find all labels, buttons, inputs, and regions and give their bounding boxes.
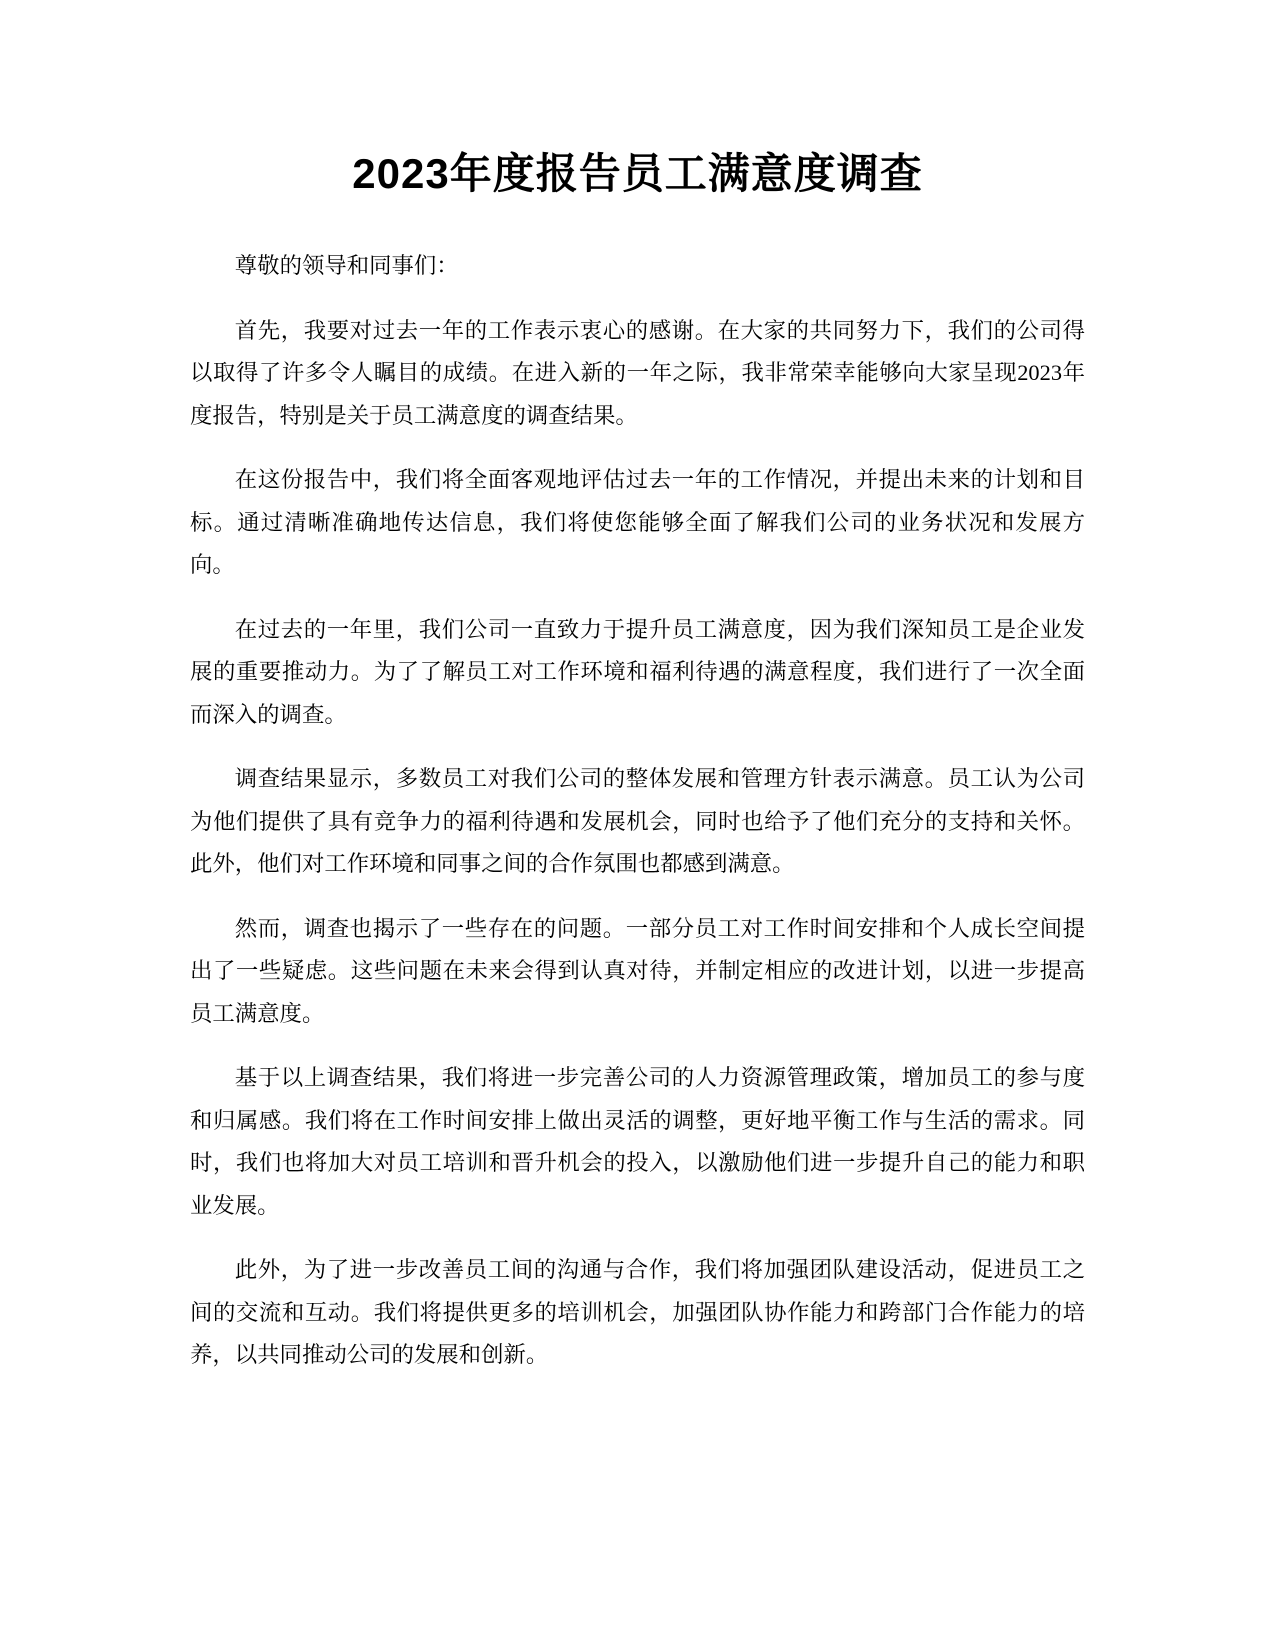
document-title: 2023年度报告员工满意度调查	[352, 150, 923, 197]
paragraph-team-building: 此外，为了进一步改善员工间的沟通与合作，我们将加强团队建设活动，促进员工之间的交流和互动。我们将提供更多的培训机会，加强团队协作能力和跨部门合作能力的培养，以共同推动公司的发展和创新。	[190, 1257, 1085, 1367]
paragraph-salutation: 尊敬的领导和同事们：	[234, 253, 459, 278]
paragraph-survey-purpose: 在过去的一年里，我们公司一直致力于提升员工满意度，因为我们深知员工是企业发展的重要推动力。为了了解员工对工作环境和福利待遇的满意程度，我们进行了一次全面而深入的调查。	[190, 616, 1085, 727]
paragraph-survey-results: 调查结果显示，多数员工对我们公司的整体发展和管理方针表示满意。员工认为公司为他们提供了具有竞争力的福利待遇和发展机会，同时也给予了他们充分的支持和关怀。此外，他们对工作环境和同事之间的合作氛围也都感到满意。	[190, 766, 1085, 876]
document-body	[190, 245, 1085, 1399]
paragraph-improvement-plan: 基于以上调查结果，我们将进一步完善公司的人力资源管理政策，增加员工的参与度和归属感。我们将在工作时间安排上做出灵活的调整，更好地平衡工作与生活的需求。同时，我们也将加大对员工培训和晋升机会的投入，以激励他们进一步提升自己的能力和职业发展。	[190, 1065, 1085, 1218]
paragraph-survey-issues: 然而，调查也揭示了一些存在的问题。一部分员工对工作时间安排和个人成长空间提出了一些疑虑。这些问题在未来会得到认真对待，并制定相应的改进计划，以进一步提高员工满意度。	[190, 915, 1085, 1026]
paragraph-gratitude: 首先，我要对过去一年的工作表示衷心的感谢。在大家的共同努力下，我们的公司得以取得了许多令人瞩目的成绩。在进入新的一年之际，我非常荣幸能够向大家呈现2023年度报告，特别是关于员工满意度的调查结果。	[190, 317, 1085, 428]
paragraph-report-scope: 在这份报告中，我们将全面客观地评估过去一年的工作情况，并提出未来的计划和目标。通过清晰准确地传达信息，我们将使您能够全面了解我们公司的业务状况和发展方向。	[190, 467, 1085, 577]
